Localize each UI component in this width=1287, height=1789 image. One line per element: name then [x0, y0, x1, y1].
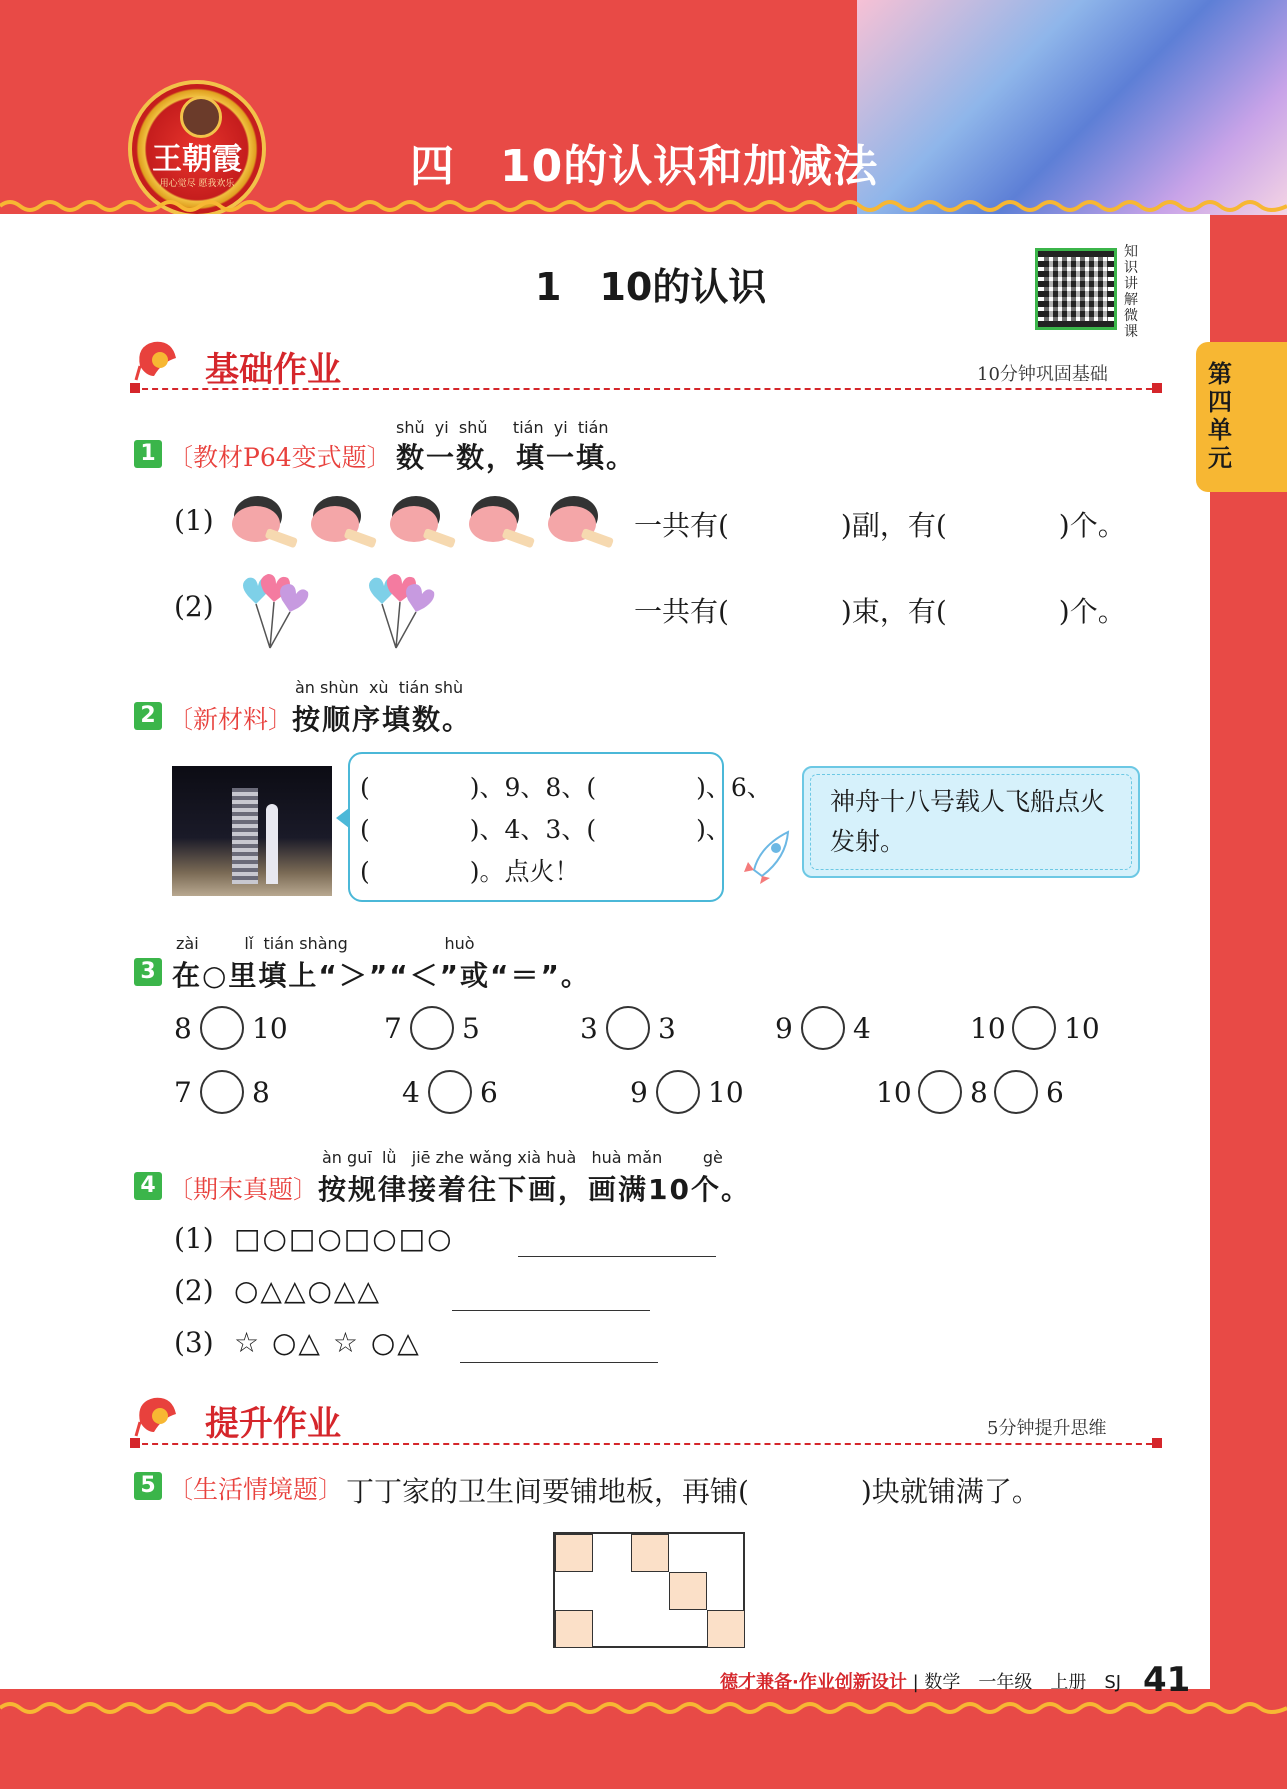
ping-pong-paddle-icon: [548, 490, 620, 550]
rocket-icon: [740, 822, 802, 884]
q4-answer-line[interactable]: [460, 1362, 658, 1363]
compare-right: 5: [462, 1012, 480, 1045]
q4-item-label: (1): [174, 1222, 214, 1255]
countdown-line-1: ( )、9、8、( )、6、: [360, 773, 772, 802]
qr-label: 知识讲解微课: [1124, 244, 1138, 340]
footer-series: 德才兼备·作业创新设计: [720, 1672, 907, 1693]
unit-title: 四 10的认识和加减法: [410, 141, 879, 192]
laid-tile: [555, 1534, 593, 1572]
compare-right: 10: [708, 1076, 744, 1109]
section-title-advanced: 提升作业: [205, 1404, 341, 1444]
q1-tag: 〔教材P64变式题〕: [168, 443, 392, 472]
compare-circle-input[interactable]: [918, 1070, 962, 1114]
q5-number-badge: 5: [134, 1472, 162, 1500]
compare-circle-input[interactable]: [1012, 1006, 1056, 1050]
q4-pattern-shapes: □○□○□○□○: [234, 1222, 454, 1255]
q1-number-badge: 1: [134, 440, 162, 468]
laid-tile: [707, 1610, 745, 1648]
q3-instruction: 在○里填上“＞”“＜”或“＝”。: [172, 959, 591, 992]
q5-tag: 〔生活情境题〕: [168, 1475, 344, 1504]
compare-left: 4: [402, 1076, 420, 1109]
compare-right: 10: [252, 1012, 288, 1045]
q4-item-label: (2): [174, 1274, 214, 1307]
header-wave-border: [0, 198, 1287, 214]
q4-instruction: 按规律接着往下画，画满10个。: [318, 1173, 751, 1206]
section-subtitle-advanced: 5分钟提升思维: [987, 1418, 1107, 1439]
q1-row2-answer-text: 一共有( )束，有( )个。: [634, 595, 1126, 628]
divider-dot: [1152, 383, 1162, 393]
q4-item-label: (3): [174, 1326, 214, 1359]
compare-right: 10: [1064, 1012, 1100, 1045]
section-lamp-icon: [132, 1392, 182, 1438]
qr-code-icon[interactable]: [1035, 248, 1117, 330]
ping-pong-paddle-icon: [469, 490, 541, 550]
q5-instruction: 丁丁家的卫生间要铺地板，再铺( )块就铺满了。: [346, 1475, 1040, 1508]
compare-left: 7: [174, 1076, 192, 1109]
q4-tag: 〔期末真题〕: [168, 1175, 319, 1204]
q1-row2-label: (2): [174, 590, 214, 623]
section-divider: [132, 1443, 1162, 1445]
shenzhou-note-text: 神舟十八号载人飞船点火发射。: [830, 787, 1106, 856]
q4-pinyin: àn guī lǜ jiē zhe wǎng xià huà huà mǎn gè: [322, 1148, 723, 1167]
compare-right: 8: [252, 1076, 270, 1109]
compare-left: 8: [174, 1012, 192, 1045]
compare-circle-input[interactable]: [200, 1070, 244, 1114]
q1-instruction: 数一数，填一填。: [396, 441, 637, 474]
countdown-line-3: ( )。点火！: [360, 857, 580, 886]
q4-answer-line[interactable]: [518, 1256, 716, 1257]
compare-right: 6: [1046, 1076, 1064, 1109]
q2-pinyin: àn shùn xù tián shù: [295, 678, 464, 697]
footer-subject: 数学 一年级 上册 SJ: [924, 1672, 1122, 1693]
lesson-title: 1 10的认识: [535, 265, 767, 309]
laid-tile: [669, 1572, 707, 1610]
compare-circle-input[interactable]: [428, 1070, 472, 1114]
ping-pong-paddle-icon: [311, 490, 383, 550]
section-divider: [132, 388, 1162, 390]
footer-divider: |: [912, 1672, 925, 1693]
q4-number-badge: 4: [134, 1172, 162, 1200]
compare-right: 3: [658, 1012, 676, 1045]
compare-circle-input[interactable]: [200, 1006, 244, 1050]
compare-left: 9: [775, 1012, 793, 1045]
q4-answer-line[interactable]: [452, 1310, 650, 1311]
q4-pattern-shapes: ○△△○△△: [234, 1274, 381, 1307]
q3-pinyin: zài lǐ tián shàng huò: [176, 934, 475, 953]
footer-wave-border: [0, 1700, 1287, 1716]
q4-pattern-shapes: ☆ ○△ ☆ ○△: [234, 1326, 421, 1359]
q1-row1-answer-text: 一共有( )副，有( )个。: [634, 509, 1126, 542]
bathroom-floor-grid: [553, 1532, 745, 1648]
compare-left: 3: [580, 1012, 598, 1045]
balloon-bunch-icon: [230, 566, 314, 652]
unit-side-tab-label: 第四单元: [1208, 360, 1232, 472]
countdown-line-2: ( )、4、3、( )、: [360, 815, 731, 844]
divider-dot: [1152, 1438, 1162, 1448]
ping-pong-paddle-icon: [232, 490, 304, 550]
rocket-launch-photo: [172, 766, 332, 896]
laid-tile: [631, 1534, 669, 1572]
compare-right: 4: [853, 1012, 871, 1045]
q2-number-badge: 2: [134, 702, 162, 730]
section-title-basic: 基础作业: [205, 350, 341, 390]
divider-dot: [130, 1438, 140, 1448]
q2-tag: 〔新材料〕: [168, 705, 294, 734]
page-number: 41: [1143, 1660, 1191, 1700]
logo-slogan: 用心觉尽 愿我欢乐: [159, 179, 235, 189]
q1-pinyin: shǔ yi shǔ tián yi tián: [396, 418, 609, 437]
compare-left: 10: [876, 1076, 912, 1109]
launch-tower: [232, 788, 258, 884]
cartoon-banner-image: [857, 0, 1287, 215]
compare-circle-input[interactable]: [656, 1070, 700, 1114]
q1-row1-label: (1): [174, 504, 214, 537]
compare-left: 9: [630, 1076, 648, 1109]
compare-middle: 8: [970, 1076, 988, 1109]
balloon-bunch-icon: [356, 566, 440, 652]
page-header: [0, 0, 1287, 220]
compare-circle-input[interactable]: [994, 1070, 1038, 1114]
compare-circle-input[interactable]: [410, 1006, 454, 1050]
divider-dot: [130, 383, 140, 393]
section-subtitle-basic: 10分钟巩固基础: [977, 364, 1108, 385]
section-lamp-icon: [132, 336, 182, 382]
compare-left: 10: [970, 1012, 1006, 1045]
q2-instruction: 按顺序填数。: [292, 703, 473, 736]
compare-right: 6: [480, 1076, 498, 1109]
ping-pong-paddle-icon: [390, 490, 462, 550]
footer-info: [720, 1668, 1121, 1694]
compare-left: 7: [384, 1012, 402, 1045]
author-portrait: [180, 96, 222, 138]
logo-name: 王朝霞: [152, 142, 242, 177]
rocket: [266, 804, 278, 884]
compare-circle-input[interactable]: [801, 1006, 845, 1050]
q3-number-badge: 3: [134, 958, 162, 986]
compare-circle-input[interactable]: [606, 1006, 650, 1050]
laid-tile: [555, 1610, 593, 1648]
